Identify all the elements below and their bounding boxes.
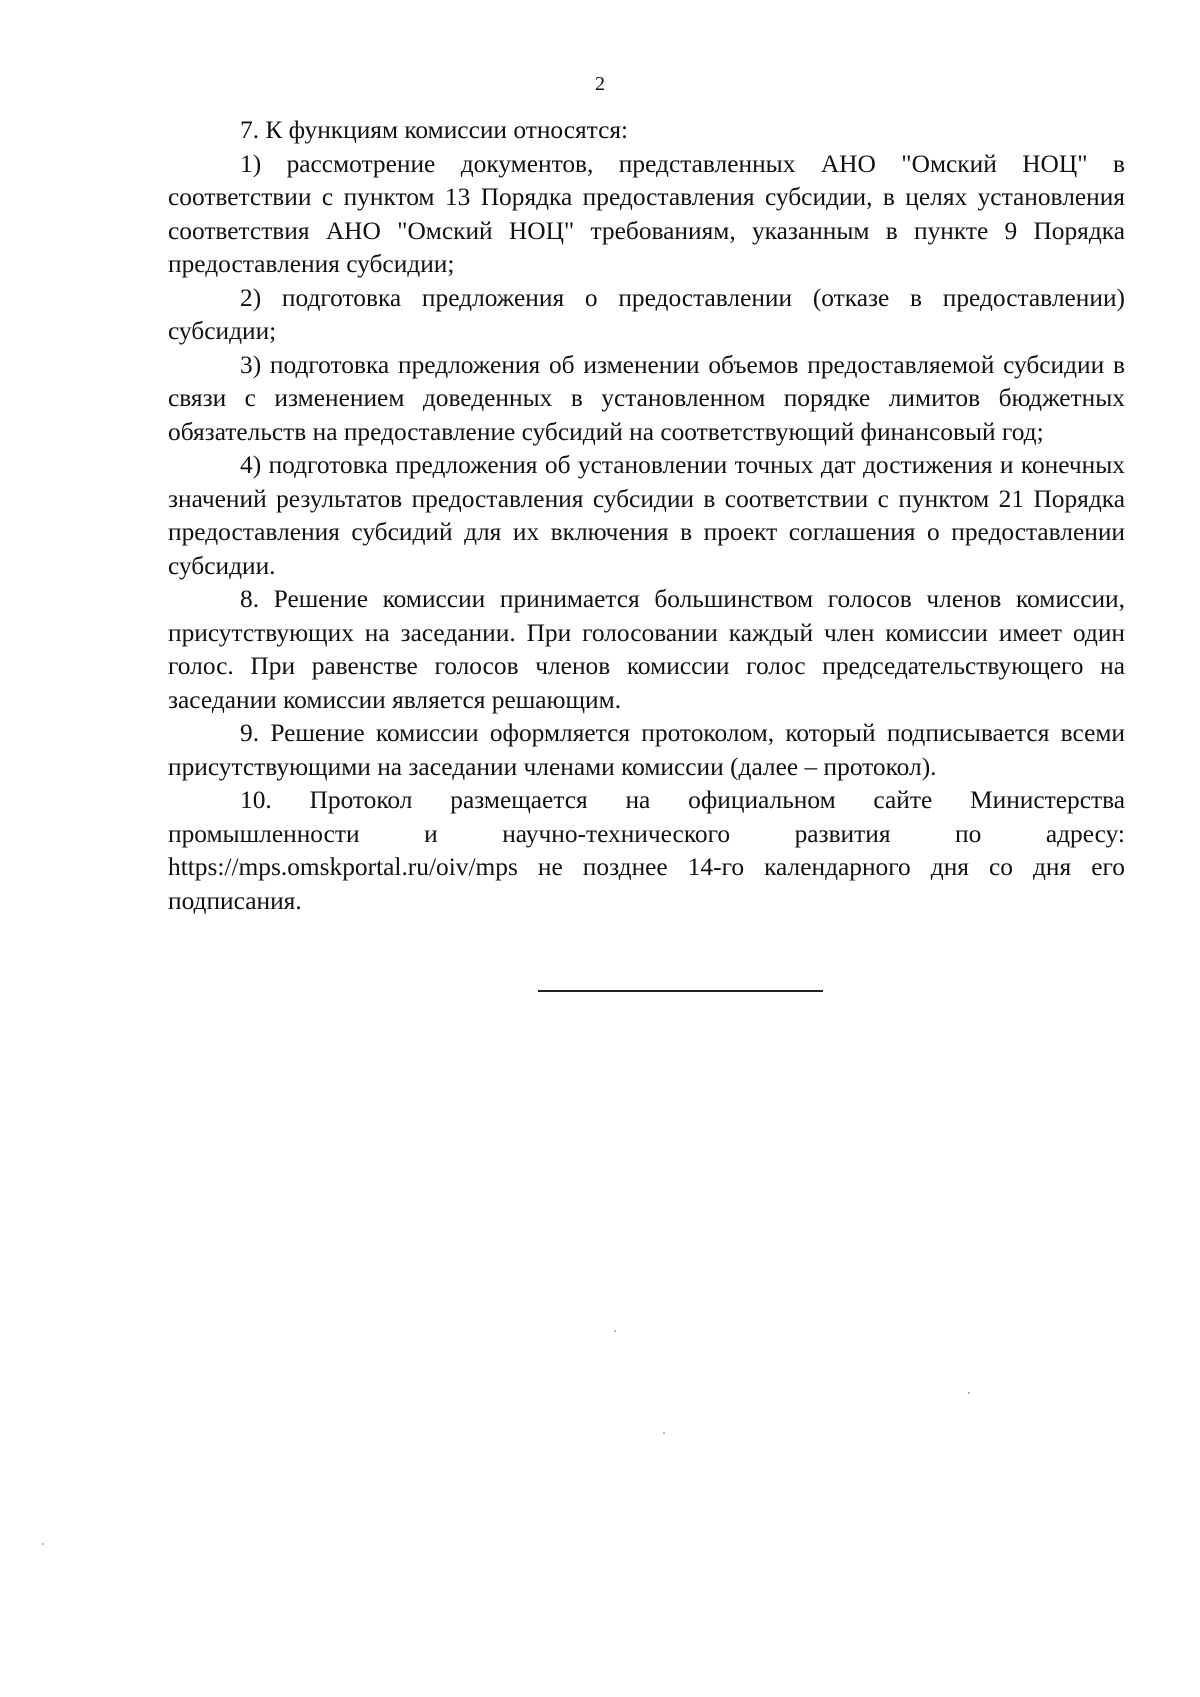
paragraph-9: 9. Решение комиссии оформляется протоколом, который подписывается всеми присутствующими на заседании членами комиссии (далее – протокол). bbox=[168, 719, 1125, 781]
paragraph-10: 10. Протокол размещается на официальном сайте Министерства промышленности и научно-технического развития по адресу: https://mps.omskportal.ru/oiv/mps не позднее 14-го календарного дня со дня его подписания. bbox=[168, 786, 1125, 915]
paragraph-7-item-2: 2) подготовка предложения о предоставлении (отказе в предоставлении) субсидии; bbox=[168, 283, 1125, 345]
paragraph-7-item-4: 4) подготовка предложения об установлении точных дат достижения и конечных значений результатов предоставления субсидии в соответствии с пунктом 21 Порядка предоставления субсидий для их включения в проект соглашения о предоставлении субсидии. bbox=[168, 451, 1125, 580]
scan-speck bbox=[614, 1330, 616, 1332]
paragraph-7: 7. К функциям комиссии относятся: bbox=[240, 116, 629, 144]
scan-speck bbox=[42, 1543, 44, 1545]
paragraph-7-item-1: 1) рассмотрение документов, представленных АНО "Омский НОЦ" в соответствии с пунктом 13 Порядка предоставления субсидии, в целях установления соответствия АНО "Омский НОЦ" требованиям, указанным в пункте 9 Порядка предоставления субсидии; bbox=[168, 149, 1125, 278]
page-number: 2 bbox=[595, 73, 605, 95]
paragraph-8: 8. Решение комиссии принимается большинством голосов членов комиссии, присутствующих на заседании. При голосовании каждый член комиссии имеет один голос. При равенстве голосов членов комиссии голос председательствующего на заседании комиссии является решающим. bbox=[168, 585, 1125, 714]
scan-speck bbox=[968, 1392, 970, 1394]
paragraph-7-item-3: 3) подготовка предложения об изменении объемов предоставляемой субсидии в связи с изменением доведенных в установленном порядке лимитов бюджетных обязательств на предоставление субсидий на соответствующий финансовый год; bbox=[168, 350, 1125, 446]
scan-speck bbox=[663, 1432, 665, 1434]
document-body bbox=[168, 114, 1125, 918]
document-end-line bbox=[538, 990, 823, 992]
